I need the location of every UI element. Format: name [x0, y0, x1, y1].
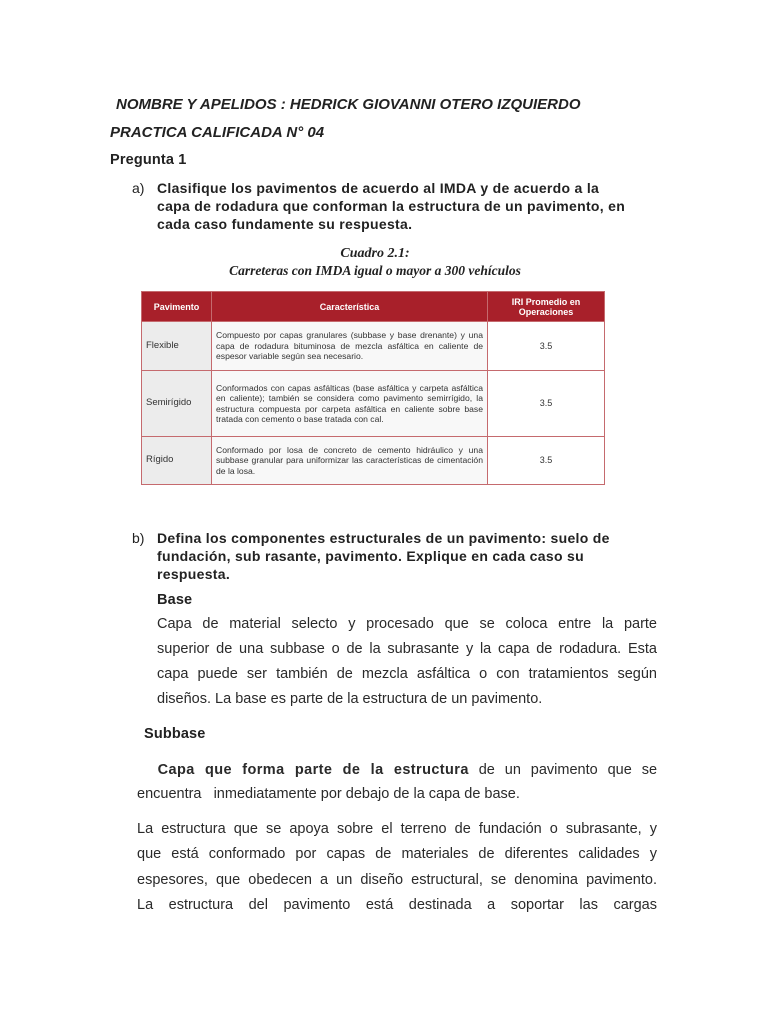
cell-pavimento: Rígido	[142, 437, 212, 485]
cell-caracteristica: Compuesto por capas granulares (subbase y base drenante) y una capa de rodadura bituminosa de mezcla asfáltica en caliente de espesor variable según sea necesario.	[212, 322, 488, 371]
base-line-2: superior de una subbase o de la subrasante y la capa de rodadura. Esta	[157, 641, 657, 657]
table-caption-title: Cuadro 2.1:	[340, 246, 410, 261]
base-line-3: capa puede ser también de mezcla asfáltica o con tratamientos según	[157, 666, 657, 682]
practice-title: PRACTICA CALIFICADA N° 04	[110, 124, 325, 141]
question-a-line-1: Clasifique los pavimentos de acuerdo al IMDA y de acuerdo a la	[157, 180, 600, 196]
question-b-line-1: Defina los componentes estructurales de un pavimento: suelo de	[157, 530, 610, 546]
subbase-line-1	[137, 762, 657, 782]
header-pavimento: Pavimento	[142, 292, 212, 322]
question-number: Pregunta 1	[110, 152, 187, 168]
base-heading: Base	[157, 592, 193, 608]
subbase-line-2: encuentra inmediatamente por debajo de la capa de base.	[137, 786, 520, 802]
table-caption-subtitle: Carreteras con IMDA igual o mayor a 300 vehículos	[229, 263, 521, 278]
question-a-line-3: cada caso fundamente su respuesta.	[157, 216, 413, 232]
table-row	[142, 437, 605, 485]
cell-iri: 3.5	[488, 322, 605, 371]
base-line-4: diseños. La base es parte de la estructura de un pavimento.	[157, 691, 543, 707]
cell-pavimento: Flexible	[142, 322, 212, 371]
subbase-line-1-rest: de un pavimento que se	[478, 762, 658, 778]
header-caracteristica: Característica	[212, 292, 488, 322]
pavimento-line-3: espesores, que obedecen a un diseño estructural, se denomina pavimento.	[137, 872, 657, 888]
table-header-row	[142, 292, 605, 322]
cell-pavimento: Semirígido	[142, 371, 212, 437]
cell-iri: 3.5	[488, 437, 605, 485]
pavement-table	[141, 291, 605, 485]
subbase-line-1-bold: Capa que forma parte de la estructura	[157, 762, 469, 778]
pavimento-line-1: La estructura que se apoya sobre el terreno de fundación o subrasante, y	[137, 821, 657, 837]
table-row	[142, 371, 605, 437]
cell-iri: 3.5	[488, 371, 605, 437]
cell-caracteristica: Conformado por losa de concreto de cemento hidráulico y una subbase granular para uniformizar las características de cimentación de la losa.	[212, 437, 488, 485]
student-name: NOMBRE Y APELIDOS : HEDRICK GIOVANNI OTERO IZQUIERDO	[116, 96, 581, 113]
base-line-1: Capa de material selecto y procesado que se coloca entre la parte	[157, 616, 657, 632]
question-a-marker: a)	[132, 180, 145, 196]
pavimento-line-4: La estructura del pavimento está destinada a soportar las cargas	[137, 897, 657, 913]
table-row	[142, 322, 605, 371]
pavimento-line-2: que está conformado por capas de materiales de diferentes calidades y	[137, 846, 657, 862]
cell-caracteristica: Conformados con capas asfálticas (base asfáltica y carpeta asfáltica en caliente); también se considera como pavimento semirrígido, la estructura compuesta por carpeta asfáltica en caliente sobre base tratada con cemento o base tratada con cal.	[212, 371, 488, 437]
question-b-line-3: respuesta.	[157, 566, 231, 582]
header-iri: IRI Promedio en Operaciones	[488, 292, 605, 322]
question-b-line-2: fundación, sub rasante, pavimento. Explique en cada caso su	[157, 548, 584, 564]
subbase-heading: Subbase	[144, 726, 206, 742]
question-a-line-2: capa de rodadura que conforman la estructura de un pavimento, en	[157, 198, 626, 214]
question-b-marker: b)	[132, 530, 145, 546]
